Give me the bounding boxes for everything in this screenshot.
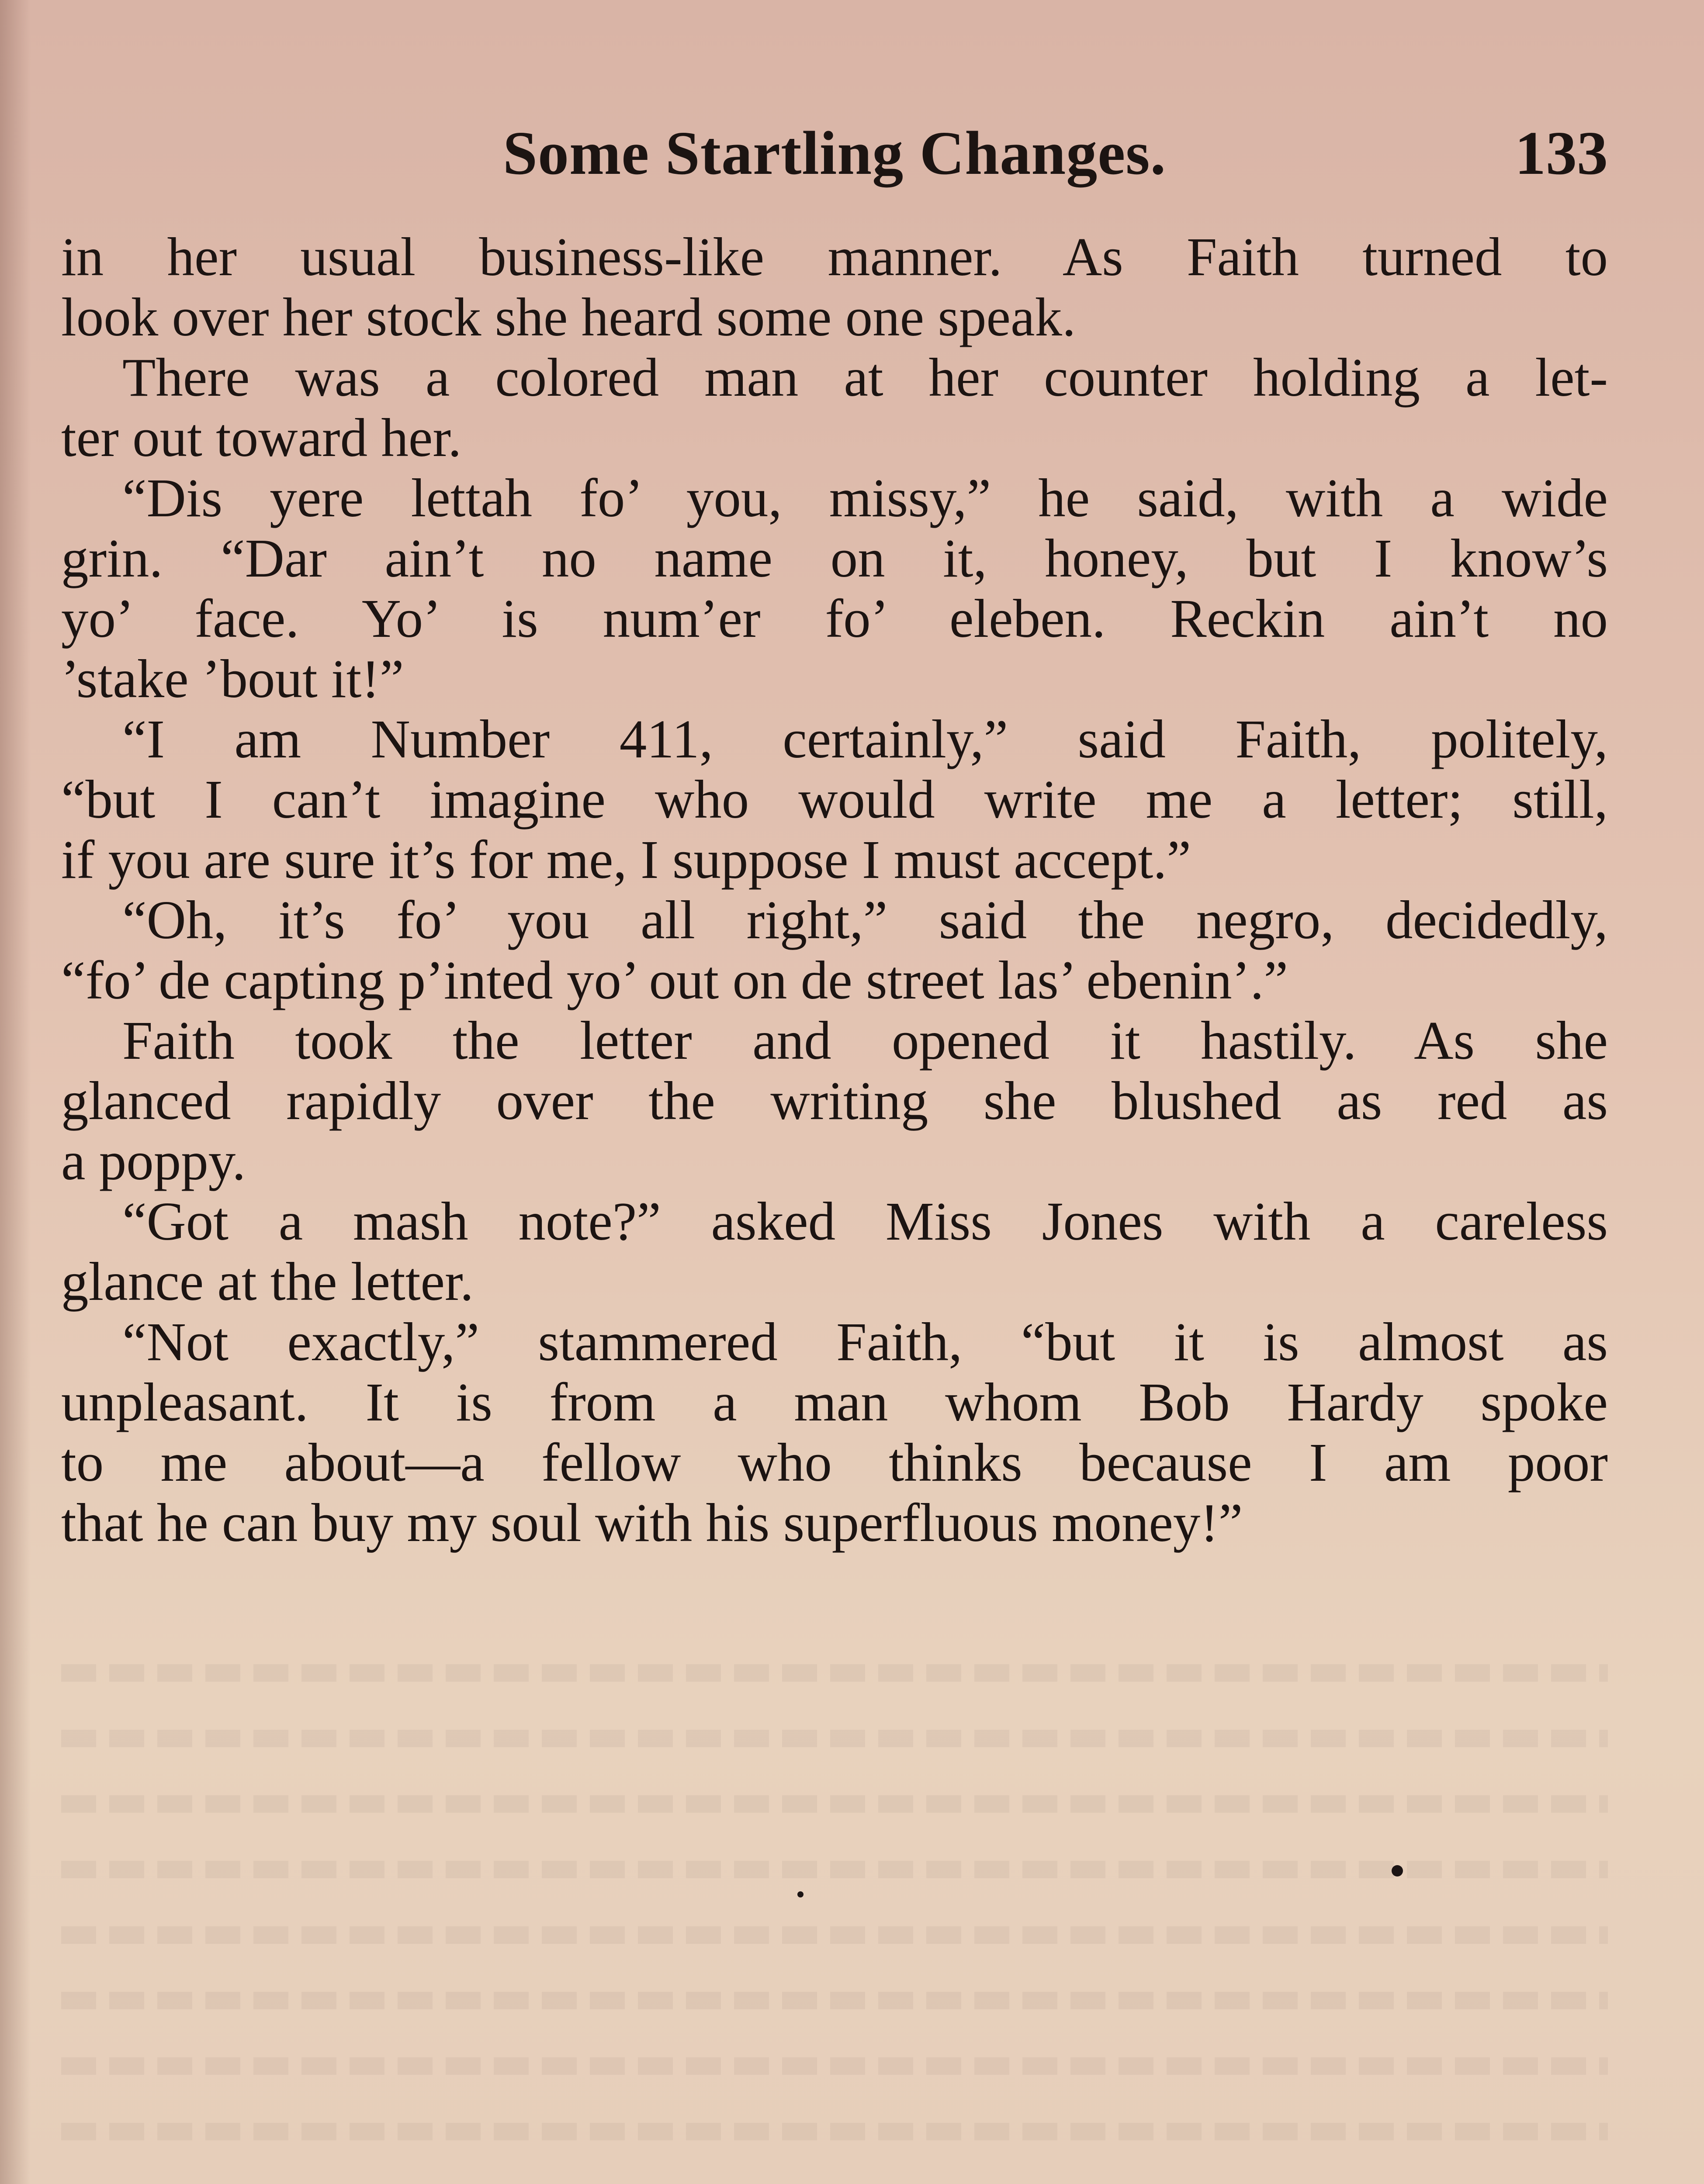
- ink-speck: [1392, 1865, 1403, 1876]
- paragraph: [61, 1192, 1608, 1312]
- text-line: “but I can’t imagine who would write me a letter; still,: [61, 770, 1608, 830]
- text-line: unpleasant. It is from a man whom Bob Hardy spoke: [61, 1372, 1608, 1433]
- page-header: [61, 109, 1608, 197]
- text-line: glance at the letter.: [61, 1252, 474, 1312]
- show-through-line: [61, 1730, 1608, 1747]
- show-through-line: [61, 1861, 1608, 1878]
- ink-speck: [797, 1891, 804, 1897]
- paragraph: [61, 1312, 1608, 1553]
- text-line: Faith took the letter and opened it hastily. As she: [122, 1011, 1608, 1071]
- show-through-line: [61, 2123, 1608, 2140]
- body-text: [61, 227, 1608, 1553]
- text-line: glanced rapidly over the writing she blushed as red as: [61, 1071, 1608, 1131]
- show-through-line: [61, 1664, 1608, 1682]
- text-line: that he can buy my soul with his superfluous money!”: [61, 1493, 1243, 1553]
- text-line: yo’ face. Yo’ is num’er fo’ eleben. Reckin ain’t no: [61, 589, 1608, 649]
- page-number: 133: [1515, 118, 1608, 187]
- paragraph: [61, 709, 1608, 890]
- show-through-line: [61, 1926, 1608, 1944]
- paragraph: [61, 1011, 1608, 1192]
- text-line: “Got a mash note?” asked Miss Jones with a careless: [122, 1192, 1608, 1252]
- text-line: a poppy.: [61, 1131, 246, 1192]
- text-line: if you are sure it’s for me, I suppose I must accept.”: [61, 830, 1191, 890]
- show-through-line: [61, 2057, 1608, 2075]
- show-through-line: [61, 1795, 1608, 1813]
- paragraph: [61, 468, 1608, 709]
- text-line: grin. “Dar ain’t no name on it, honey, but I know’s: [61, 529, 1608, 589]
- text-line: “fo’ de capting p’inted yo’ out on de street las’ ebenin’.”: [61, 950, 1288, 1011]
- text-line: in her usual business-like manner. As Faith turned to: [61, 227, 1608, 287]
- paragraph: [61, 890, 1608, 1011]
- text-line: “Oh, it’s fo’ you all right,” said the negro, decidedly,: [122, 890, 1608, 950]
- text-line: There was a colored man at her counter holding a let-: [122, 348, 1608, 408]
- paragraph: [61, 227, 1608, 348]
- text-line: “Not exactly,” stammered Faith, “but it is almost as: [122, 1312, 1608, 1372]
- paragraph: [61, 348, 1608, 468]
- running-title: Some Startling Changes.: [502, 118, 1167, 187]
- text-line: look over her stock she heard some one speak.: [61, 287, 1076, 348]
- text-line: to me about—a fellow who thinks because I am poor: [61, 1433, 1608, 1493]
- binding-shadow: [0, 0, 31, 2184]
- show-through-line: [61, 1992, 1608, 2009]
- text-line: “I am Number 411, certainly,” said Faith, politely,: [122, 709, 1608, 770]
- text-line: “Dis yere lettah fo’ you, missy,” he said, with a wide: [122, 468, 1608, 529]
- text-line: ’stake ’bout it!”: [61, 649, 404, 709]
- show-through-texture: [61, 1616, 1608, 2184]
- text-line: ter out toward her.: [61, 408, 462, 468]
